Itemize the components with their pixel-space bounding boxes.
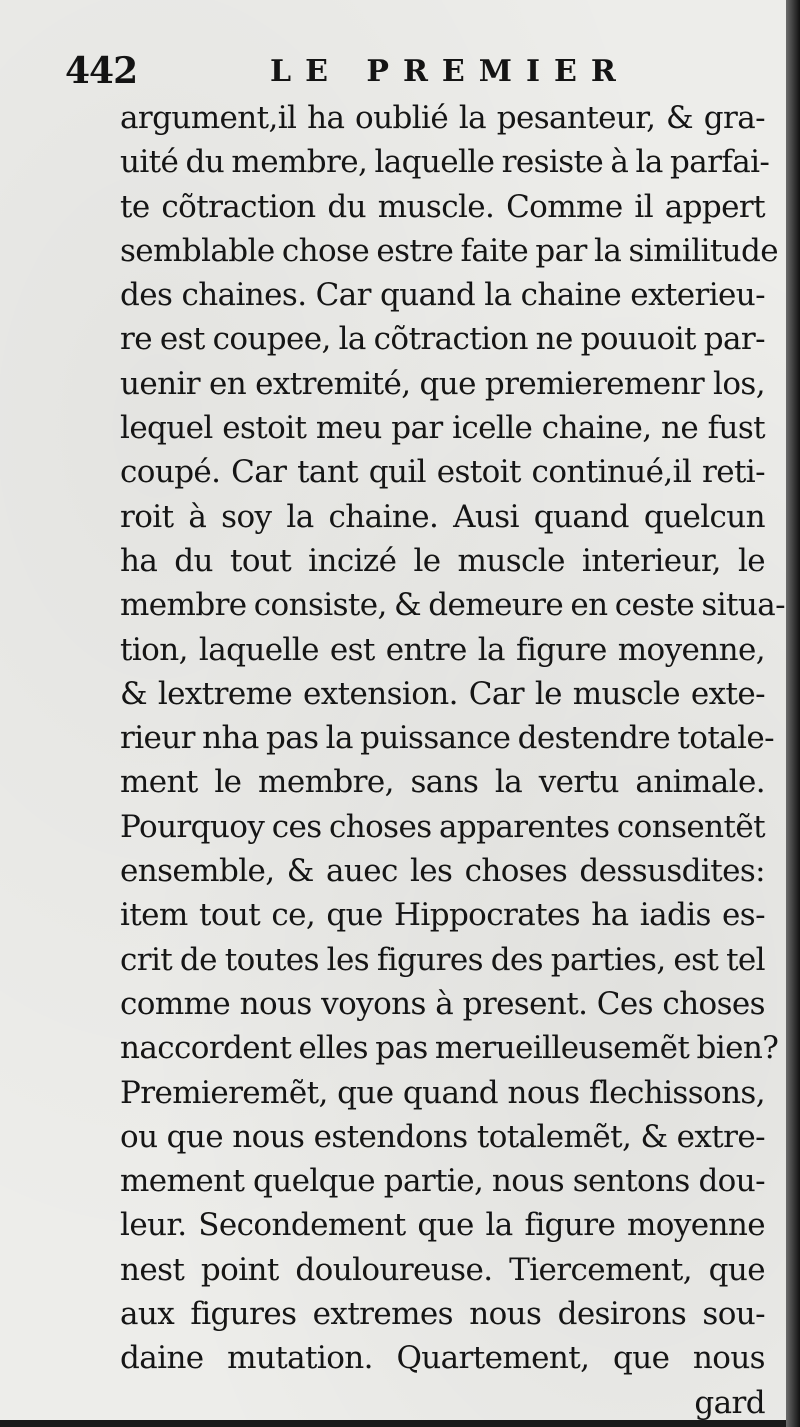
text-line: ment le membre, sans la vertu animale.: [120, 764, 765, 801]
text-line: Premieremẽt, que quand nous flechissons,: [120, 1074, 765, 1111]
text-line: naccordent elles pas merueilleusemẽt bien?: [120, 1030, 779, 1067]
text-line: rieur nha pas la puissance destendre totale-: [120, 720, 774, 757]
text-line: semblable chose estre faite par la similitude: [120, 232, 779, 269]
text-line: nest point douloureuse. Tiercement, que: [120, 1251, 765, 1288]
text-line: ou que nous estendons totalemẽt, & extre-: [120, 1118, 765, 1155]
text-line: membre consiste, & demeure en ceste situa-: [120, 587, 786, 624]
text-line: Pourquoy ces choses apparentes consentẽt: [120, 808, 765, 845]
catchword: gard: [694, 1384, 765, 1421]
text-line: uité du membre, laquelle resiste à la parfai-: [120, 144, 770, 181]
text-line: coupé. Car tant quil estoit continué,il reti-: [120, 454, 765, 491]
text-line: lequel estoit meu par icelle chaine, ne fust: [120, 410, 765, 447]
running-head: LE PREMIER: [270, 54, 630, 89]
body-text: [120, 96, 786, 1425]
text-line: ha du tout incizé le muscle interieur, le: [120, 542, 765, 579]
text-line: tion, laquelle est entre la figure moyenne,: [120, 631, 765, 668]
text-line: aux figures extremes nous desirons sou-: [120, 1296, 765, 1333]
text-line: roit à soy la chaine. Ausi quand quelcun: [120, 498, 765, 535]
text-line: te cõtraction du muscle. Comme il appert: [120, 188, 765, 225]
text-line: mement quelque partie, nous sentons dou-: [120, 1163, 765, 1200]
text-line: re est coupee, la cõtraction ne pouuoit par-: [120, 321, 765, 358]
text-line: argument,il ha oublié la pesanteur, & gra-: [120, 100, 765, 136]
text-line: ensemble, & auec les choses dessusdites:: [120, 853, 765, 890]
text-line: & lextreme extension. Car le muscle exte-: [120, 675, 765, 712]
text-line: des chaines. Car quand la chaine exterieu-: [120, 277, 765, 314]
text-line: item tout ce, que Hippocrates ha iadis es-: [120, 897, 765, 934]
text-line: daine mutation. Quartement, que nous: [120, 1340, 765, 1377]
page-number: 442: [65, 50, 138, 92]
book-gutter-shadow: [786, 0, 800, 1427]
text-line: comme nous voyons à present. Ces choses: [120, 985, 765, 1022]
page-header: [60, 50, 760, 96]
text-line: crit de toutes les figures des parties, est tel: [120, 941, 765, 978]
text-line: leur. Secondement que la figure moyenne: [120, 1207, 765, 1244]
text-line: uenir en extremité, que premieremenr los,: [120, 365, 765, 402]
